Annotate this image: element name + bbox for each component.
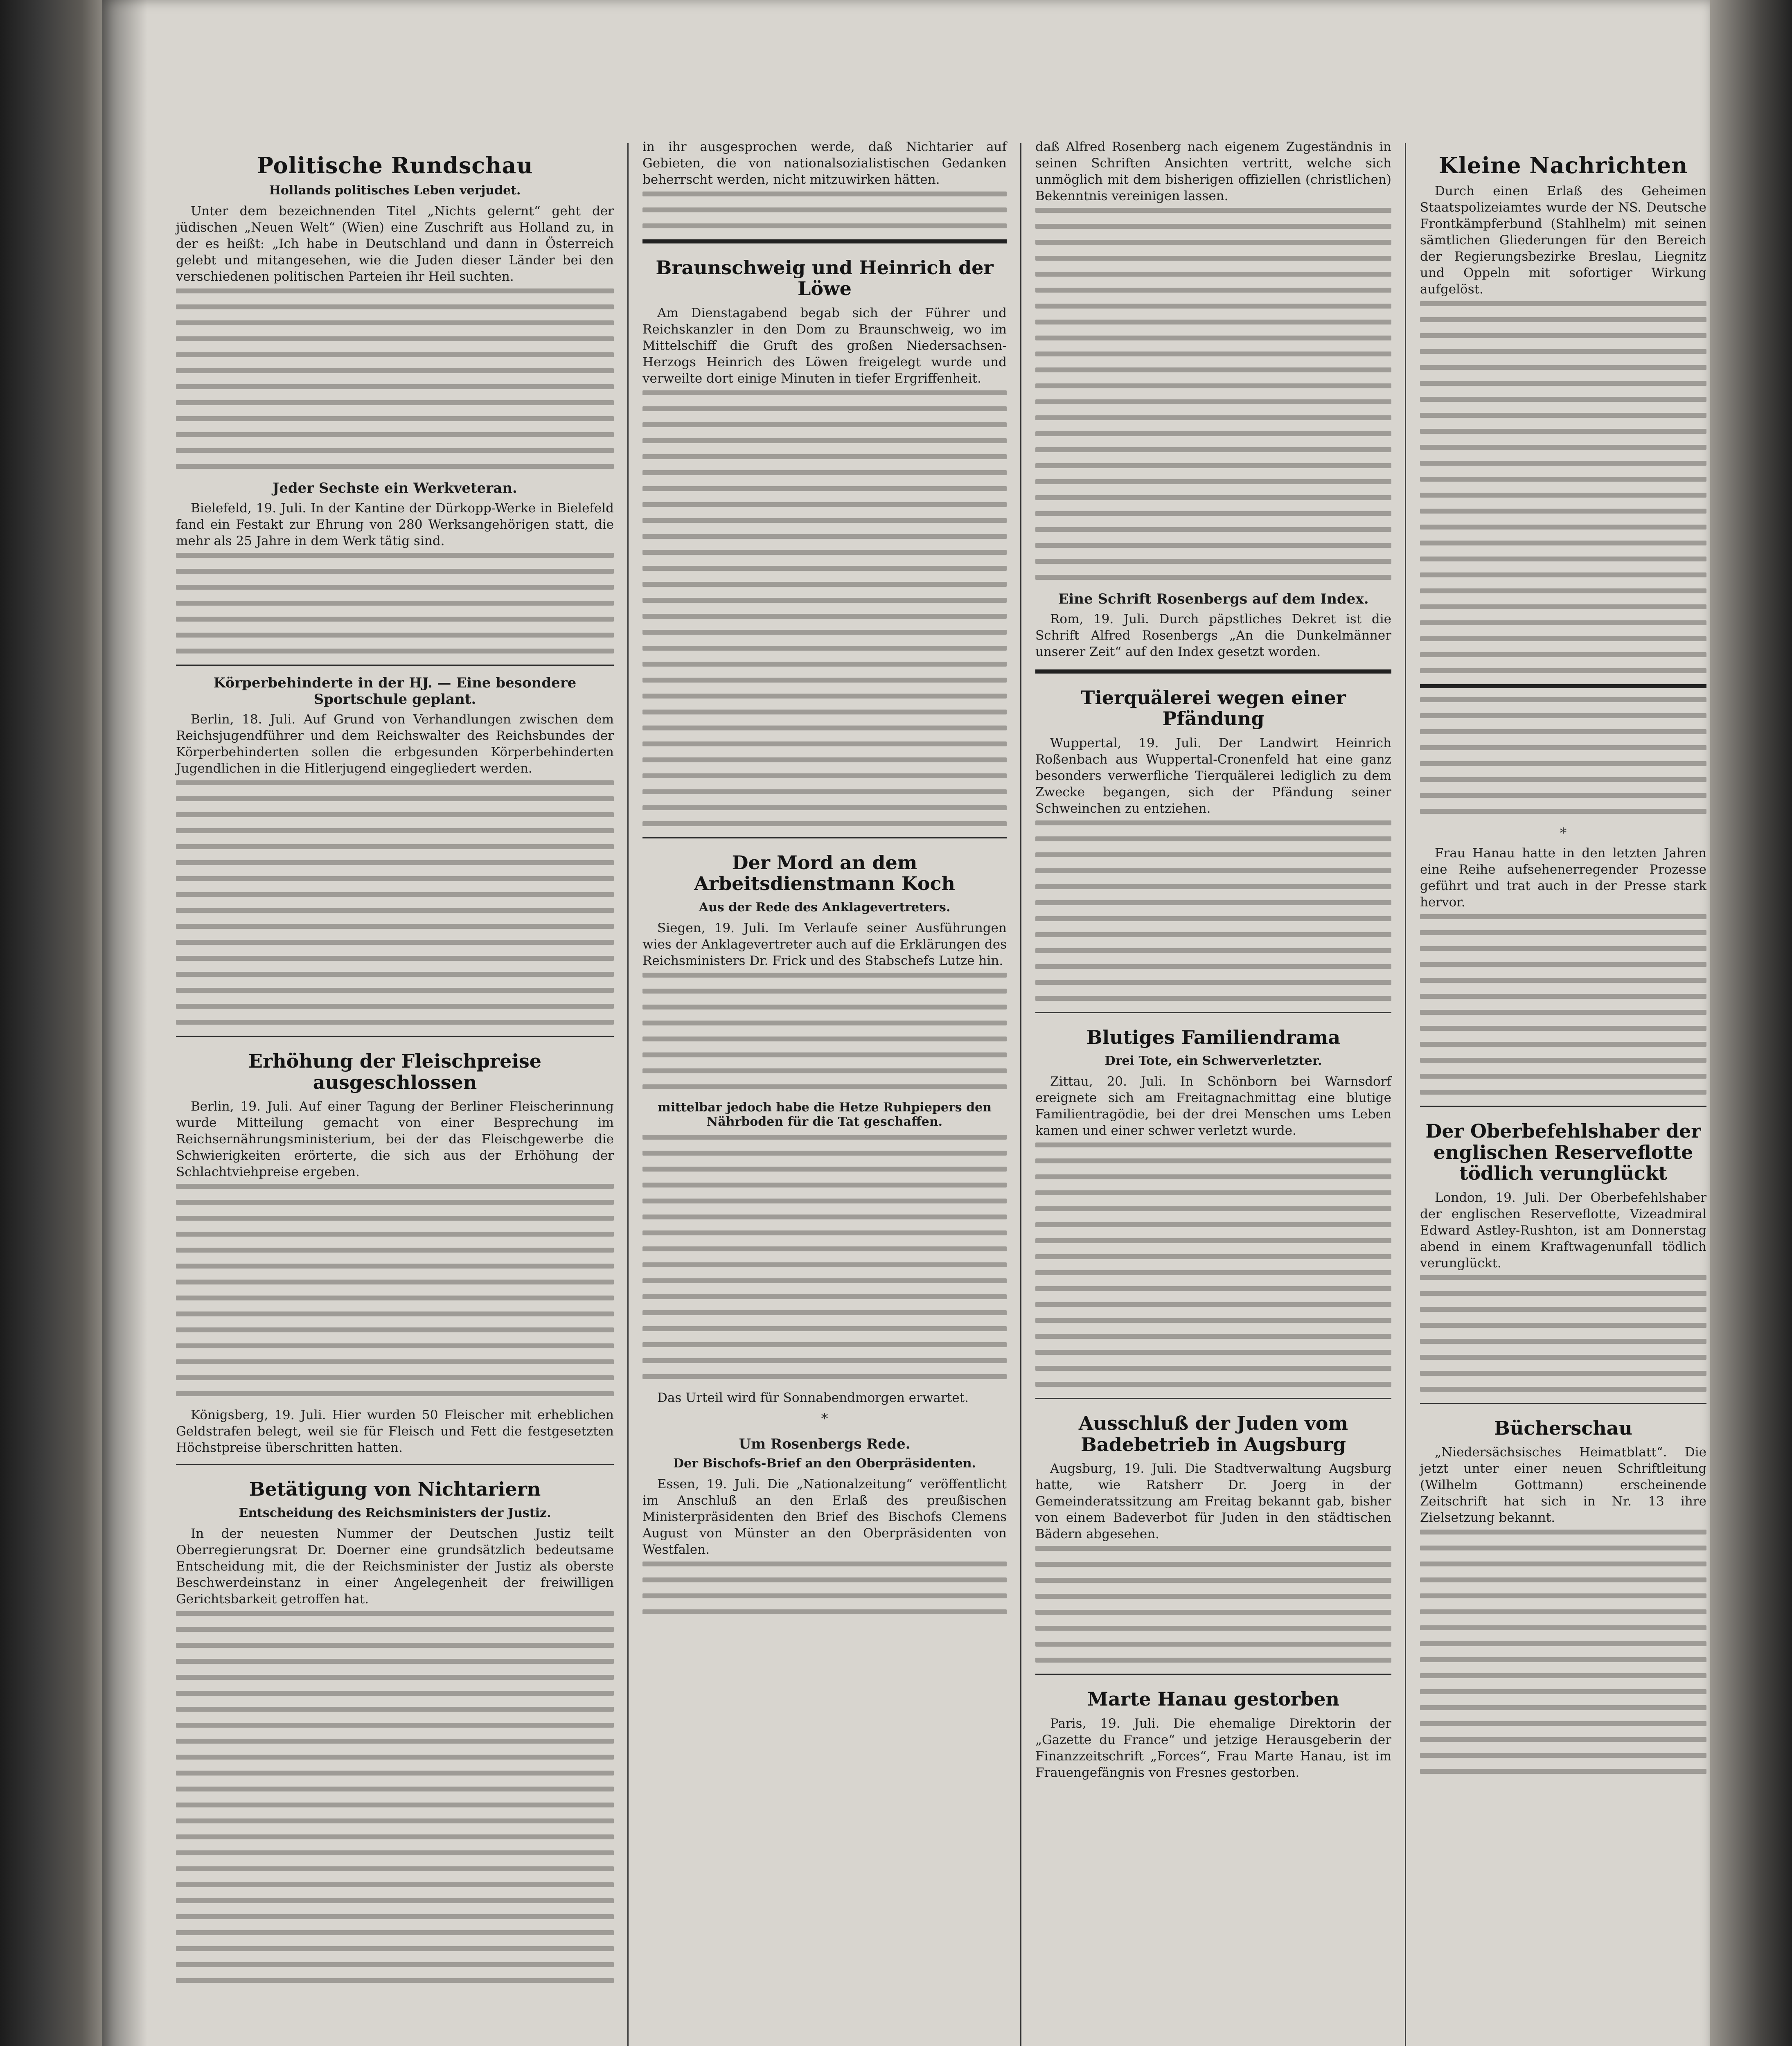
article-paragraph: Rom, 19. Juli. Durch päpstliches Dekret ist die Schrift Alfred Rosenbergs „An die Dunkelmänner unserer Zeit“ auf den Index gesetzt worden. [1035, 611, 1391, 659]
body-text-placeholder [1035, 208, 1391, 580]
body-text-placeholder [1420, 1275, 1706, 1392]
article-lead: Durch einen Erlaß des Geheimen Staatspolizeiamtes wurde der NS. Deutsche Frontkämpferbund (Stahlhelm) mit seinen sämtlichen Gliederungen für den Bereich der Regierungsbezirke Breslau, Liegnitz und Oppeln mit sofortiger Wirkung aufgelöst. [1420, 184, 1706, 297]
article-lead: In der neuesten Nummer der Deutschen Justiz teilt Oberregierungsrat Dr. Doerner eine grundsätzlich bedeutsame Entscheidung mit, die der Reichsminister der Justiz als oberste Beschwerdeinstanz in einer Angelegenheit der freiwilligen Gerichtsbarkeit getroffen hat. [176, 1526, 614, 1607]
headline: Ausschluß der Juden vom Badebetrieb in Augsburg [1078, 1412, 1348, 1456]
body-text-placeholder [176, 288, 614, 469]
headline: Kleine Nachrichten [1438, 152, 1688, 178]
divider [176, 665, 614, 666]
article-braunschweig [642, 257, 1007, 826]
column-rule [1405, 143, 1406, 2046]
article-lead: Wuppertal, 19. Juli. Der Landwirt Heinrich Roßenbach aus Wuppertal-Cronenfeld hat eine ganz besonders verwerfliche Tierquälerei lediglich zu dem Zwecke begangen, sich der Pfändung seiner Schweinchen zu entziehen. [1035, 735, 1391, 816]
article-lead: Berlin, 19. Juli. Auf einer Tagung der Berliner Fleischerinnung wurde Mitteilung gemacht von einer Besprechung im Reichsernährungsministerium, bei der das Fleischgewerbe die Schwierigkeiten erörterte, die sich aus der Erhöhung der Schlachtviehpreise ergeben. [176, 1099, 614, 1180]
article-lead: Essen, 19. Juli. Die „Nationalzeitung“ veröffentlicht im Anschluß an den Erlaß des preußischen Ministerpräsidenten den Brief des Bischofs Clemens August von Münster an den Oberpräsidenten von Westfalen. [642, 1476, 1007, 1557]
body-text-placeholder [1420, 1530, 1706, 1774]
article-lead: „Niedersächsisches Heimatblatt“. Die jetzt unter einer neuen Schriftleitung (Wilhelm Gottmann) erscheinende Zeitschrift hat sich in Nr. 13 ihre Zielsetzung bekannt. [1420, 1445, 1706, 1525]
article-paragraph: Das Urteil wird für Sonnabendmorgen erwartet. [657, 1390, 969, 1405]
divider [1420, 684, 1706, 688]
headline: Marte Hanau gestorben [1087, 1688, 1339, 1710]
article-tierquaelerei [1035, 687, 1391, 1001]
divider [1420, 1106, 1706, 1107]
headline: Der Mord an dem Arbeitsdienstmann Koch [694, 851, 955, 895]
headline: Der Oberbefehlshaber der englischen Reserveflotte tödlich verunglückt [1425, 1120, 1701, 1185]
headline: Betätigung von Nichtariern [249, 1478, 541, 1501]
body-text-placeholder [1035, 1142, 1391, 1387]
divider [176, 1036, 614, 1037]
headline: Politische Rundschau [257, 152, 533, 178]
column-3 [1023, 139, 1404, 2046]
headline: Jeder Sechste ein Werkveteran. [273, 480, 517, 497]
article-lead: Siegen, 19. Juli. Im Verlaufe seiner Ausführungen wies der Anklagevertreter auch auf die Erklärungen des Reichsministers Dr. Frick und des Stabschefs Lutze hin. [642, 920, 1007, 968]
divider [642, 837, 1007, 838]
subheadline: Der Bischofs-Brief an den Oberpräsidenten. [673, 1456, 976, 1471]
subheadline: Drei Tote, ein Schwerverletzter. [1105, 1054, 1322, 1068]
article-hanau-continuation [1420, 697, 1706, 1095]
headline: Blutiges Familiendrama [1086, 1026, 1341, 1048]
column-rule [627, 143, 629, 2046]
page-right-edge [1710, 0, 1792, 2046]
column-2 [630, 139, 1019, 2046]
divider [176, 1464, 614, 1465]
divider [1420, 1403, 1706, 1404]
divider [1035, 1674, 1391, 1675]
article-lead: Bielefeld, 19. Juli. In der Kantine der Dürkopp-Werke in Bielefeld fand ein Festakt zur Ehrung von 280 Werksangehörigen statt, die mehr als 25 Jahre in dem Werk tätig sind. [176, 501, 614, 549]
column-1 [164, 139, 626, 2046]
article-politische-rundschau [176, 153, 614, 469]
article-paragraph: Frau Hanau hatte in den letzten Jahren eine Reihe aufsehenerregender Prozesse geführt und trat auch in der Presse stark hervor. [1420, 846, 1706, 910]
article-buecherschau [1420, 1418, 1706, 1774]
body-text-placeholder [1035, 820, 1391, 1001]
body-text-placeholder [642, 390, 1007, 826]
article-lead: London, 19. Juli. Der Oberbefehlshaber der englischen Reserveflotte, Vizeadmiral Edward Astley-Rushton, ist am Donnerstag abend in einem Kraftwagenunfall tödlich verunglückt. [1420, 1190, 1706, 1271]
column-4 [1408, 139, 1719, 2046]
body-text-placeholder [1420, 914, 1706, 1095]
body-text-placeholder [1035, 1546, 1391, 1663]
article-familiendrama [1035, 1027, 1391, 1387]
article-badebetrieb [1035, 1413, 1391, 1663]
article-nichtarier [176, 1479, 614, 1983]
separator-asterisk: * [821, 1410, 828, 1427]
body-text-placeholder [176, 780, 614, 1025]
article-rosenbergs-rede [642, 1436, 1007, 1614]
body-text-placeholder [1420, 697, 1706, 814]
article-lead: Unter dem bezeichnenden Titel „Nichts gelernt“ geht der jüdischen „Neuen Welt“ (Wien) eine Zuschrift aus Holland zu, in der es heißt: „Ich habe in Deutschland und dann in Österreich gelebt und mitangesehen, wie die Juden dieser Länder bei den verschiedenen politischen Parteien ihr Heil suchten. [176, 204, 614, 284]
subheadline: Hollands politisches Leben verjudet. [269, 183, 521, 198]
article-continuation [642, 139, 1007, 228]
subheadline: Aus der Rede des Anklagevertreters. [699, 900, 951, 915]
body-text-placeholder [1420, 301, 1706, 673]
page-fold-shadow [102, 0, 147, 2046]
article-kleine-nachrichten [1420, 153, 1706, 673]
article-lead: Berlin, 18. Juli. Auf Grund von Verhandlungen zwischen dem Reichsjugendführer und dem Reichswalter des Reichsbundes der Körperbehinderten sollen die erbgesunden Körperbehinderten Jugendlichen in die Hitlerjugend eingegliedert werden. [176, 712, 614, 776]
body-text-placeholder [642, 1135, 1007, 1379]
divider [642, 239, 1007, 243]
article-mord-koch [642, 852, 1007, 1406]
body-text-placeholder [176, 553, 614, 653]
headline: Erhöhung der Fleischpreise ausgeschlossen [248, 1050, 542, 1093]
article-paragraph: Königsberg, 19. Juli. Hier wurden 50 Fleischer mit erheblichen Geldstrafen belegt, weil sie für Fleisch und Fett die festgesetzten Höchstpreise überschritten hatten. [176, 1408, 614, 1456]
divider [1035, 1012, 1391, 1013]
headline: Tierquälerei wegen einer Pfändung [1081, 686, 1346, 730]
divider [1035, 669, 1391, 674]
article-koerperbehinderte [176, 675, 614, 1025]
article-lead: in ihr ausgesprochen werde, daß Nichtarier auf Gebieten, die von nationalsozialistischen Gedanken beherrscht werden, nicht mitzuwirken hätten. [642, 140, 1007, 187]
article-lead: Zittau, 20. Juli. In Schönborn bei Warnsdorf ereignete sich am Freitagnachmittag eine blutige Familientragödie, bei der drei Menschen ums Leben kamen und einer schwer verletzt wurde. [1035, 1074, 1391, 1138]
subheadline: Entscheidung des Reichsministers der Justiz. [239, 1505, 551, 1520]
article-fleischpreise [176, 1051, 614, 1456]
body-text-placeholder [642, 973, 1007, 1089]
pull-quote: mittelbar jedoch habe die Hetze Ruhpiepers den Nährboden für die Tat geschaffen. [657, 1100, 992, 1129]
article-lead: Am Dienstagabend begab sich der Führer und Reichskanzler in den Dom zu Braunschweig, wo im Mittelschiff die Gruft des großen Niedersachsen-Herzogs Heinrich des Löwen freigelegt wurde und verweilte dort einige Minuten in tiefer Ergriffenheit. [642, 305, 1007, 386]
body-text-placeholder [176, 1611, 614, 1983]
article-lead: Paris, 19. Juli. Die ehemalige Direktorin der „Gazette du France“ und jetzige Herausgeberin der Finanzzeitschrift „Forces“, Frau Marte Hanau, ist im Frauengefängnis von Fresnes gestorben. [1035, 1716, 1391, 1780]
book-spine-edge [0, 0, 102, 2046]
body-text-placeholder [642, 192, 1007, 228]
subheadline: Eine Schrift Rosenbergs auf dem Index. [1058, 590, 1369, 607]
article-lead: daß Alfred Rosenberg nach eigenem Zugeständnis in seinen Schriften Ansichten vertritt, welche sich unmöglich mit dem bisherigen offiziellen (christlichen) Bekenntnis vereinigen lassen. [1035, 140, 1391, 203]
article-marte-hanau [1035, 1689, 1391, 1781]
divider [1035, 1398, 1391, 1399]
article-lead: Augsburg, 19. Juli. Die Stadtverwaltung Augsburg hatte, wie Ratsherr Dr. Joerg in der Gemeinderatssitzung am Freitag bekannt gab, bisher von einem Badeverbot für Juden in den städtischen Bädern abgesehen. [1035, 1461, 1391, 1542]
article-reserveflotte [1420, 1121, 1706, 1391]
body-text-placeholder [176, 1184, 614, 1396]
headline: Braunschweig und Heinrich der Löwe [656, 256, 994, 300]
article-werkveteran [176, 480, 614, 653]
column-rule [1020, 143, 1021, 2046]
headline: Körperbehinderte in der HJ. — Eine besondere Sportschule geplant. [213, 675, 577, 708]
headline: Bücherschau [1494, 1417, 1632, 1439]
headline: Um Rosenbergs Rede. [739, 1435, 911, 1452]
body-text-placeholder [642, 1562, 1007, 1614]
separator-asterisk: * [1560, 825, 1567, 842]
article-rosenberg-continuation [1035, 139, 1391, 660]
